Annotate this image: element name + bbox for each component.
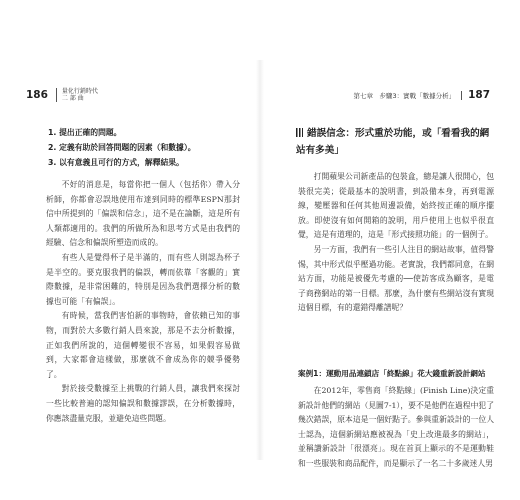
paragraph: 不好的消息是，每當你把一個人（包括你）帶入分析師，你都會忍誤地使用布達到同時的標準ESPN那封信中所提到的「偏誤和信念」，這不是在論斷，這是所有人類都適用的。我們的所做所為和思考方式是由我們的經驗、信念和偏誤所塑造而成的。 bbox=[46, 180, 240, 248]
numbered-item: 3. 以有意義且可行的方式，解釋結果。 bbox=[48, 158, 184, 167]
paragraph: 對於接受數據至上挑戰的行銷人員，讓我們來探討一些比較普遍的認知偏誤和數據謬誤，在分析數據時，你應該盡量克服，並避免這些問題。 bbox=[46, 384, 240, 423]
case-body-text bbox=[298, 384, 494, 472]
left-body-text bbox=[46, 178, 240, 426]
book-gutter bbox=[256, 60, 264, 460]
paragraph: 有些人是覺得杯子是半滿的，而有些人則認為杯子是半空的。要克服我們的偏誤，轉而依靠「客觀的」實際數據，是非常困難的，特別是因為我們選擇分析的數據也可能「有偏誤」。 bbox=[46, 252, 240, 306]
paragraph: 打開蘋果公司新產品的包裝盒，總是讓人很開心，包裝很完美；從最基本的說明書，到設備本身，再到電源線，變壓器和任何其他周邊設備，始終按正確的順序擺放。即使沒有如何開箱的說明，用戶使用上也似乎很直覺，這是有道理的，這是「形式接照功能」的一個例子。 bbox=[298, 172, 494, 240]
right-running-head bbox=[353, 89, 490, 101]
numbered-item: 1. 提出正確的問題。 bbox=[48, 128, 122, 137]
paragraph: 另一方面，我們有一些引人注目的網站故事，值得警惕，其中形式似乎壓過功能。老實說，我們都同意，在網站方面，功能是被優先考慮的──使訪客成為顧客，是電子商務網站的第一目標。那麼，為什麼有些網站沒有實現這個目標，有的還錯得離譜呢？ bbox=[298, 244, 494, 313]
paragraph: 有時候，當我們害怕新的事物時，會依賴已知的事物，而對於大多數行銷人員來說，那是不去分析數據，正如我們所說的，這個轉變很不容易，如果假容易做到，大家都會這樣做，那麼就不會成為你的競爭優勢了。 bbox=[46, 311, 240, 379]
chapter-label: 第七章 步驟3：實戰「數據分析」 bbox=[353, 91, 462, 100]
section-title: 錯誤信念：形式重於功能，或「看看我的網站有多美」 bbox=[296, 128, 490, 156]
book-title-line2: 二 部 曲 bbox=[61, 95, 84, 102]
case-title: 案例1：運動用品連鎖店「終點線」花大錢重新設計網站 bbox=[298, 369, 486, 378]
right-page-number: 187 bbox=[468, 89, 490, 101]
left-running-head bbox=[26, 88, 98, 102]
book-title bbox=[56, 88, 98, 102]
section-marker-icon bbox=[296, 128, 303, 137]
left-page-number: 186 bbox=[26, 89, 48, 101]
numbered-item: 2. 定義有助於回答問題的因素（和數據）。 bbox=[48, 143, 196, 152]
book-title-line1: 量化行銷時代 bbox=[61, 88, 98, 95]
section-heading bbox=[296, 125, 496, 159]
right-body-text bbox=[298, 170, 494, 316]
numbered-list bbox=[48, 125, 238, 170]
paragraph: 在2012年，零售商「終點線」(Finish Line)決定重新設計他們的網站（見圖7-1），要不是他們在過程中犯了幾次錯誤，原本這是一個好點子。參與重新設計的一位人士認為，這個新網站應被視為「史上改進最多的網站」，並稱讚新設計「很漂亮」。現在首頁上顯示的不是運動鞋和一些服裝和商品配件，而是顯示了一名二十多歲迷人男 bbox=[298, 386, 494, 468]
